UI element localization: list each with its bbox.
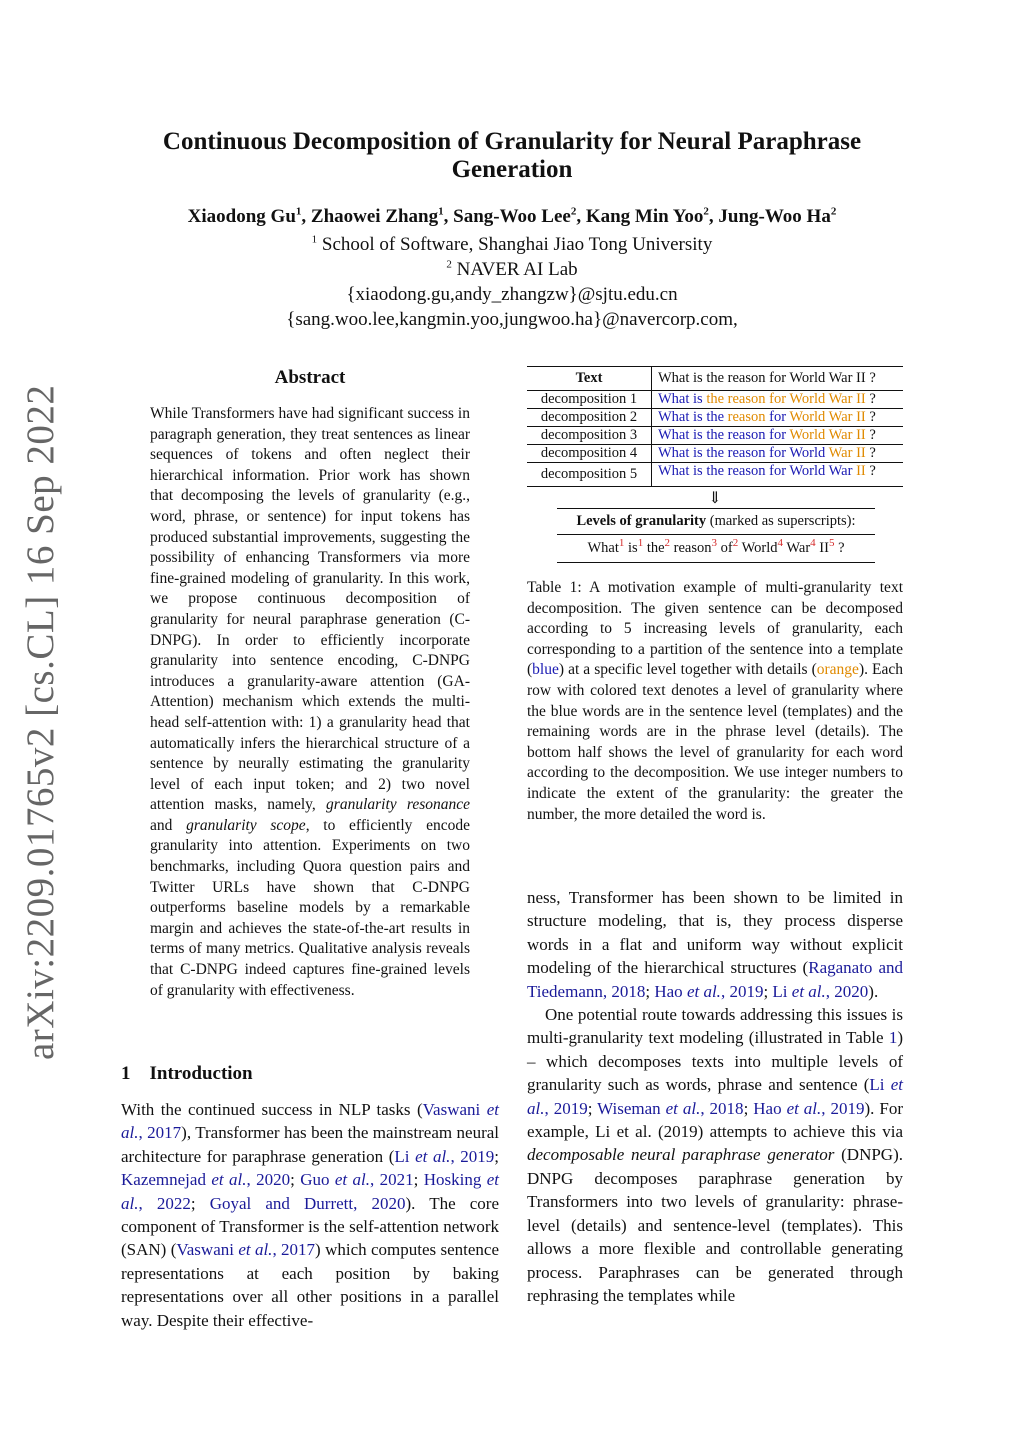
citation-link[interactable]: Hao et al., 2019: [753, 1098, 865, 1118]
affiliation-name: NAVER AI Lab: [456, 259, 578, 280]
author-name: Xiaodong Gu: [187, 206, 296, 227]
arxiv-identifier: arXiv:2209.01765v2 [cs.CL] 16 Sep 2022: [19, 384, 62, 1060]
table-row: [527, 463, 903, 487]
level-word: ?: [838, 540, 845, 556]
citation-link[interactable]: Hao et al., 2019: [654, 981, 764, 1001]
level-word: What$^1$: [587, 537, 625, 556]
author-list: Xiaodong Gu$^1$, Zhaowei Zhang$^1$, Sang-Woo Lee$^2$, Kang Min Yoo$^2$, Jung-Woo Ha$^2$: [187, 205, 837, 227]
email-line-2: {sang.woo.lee,kangmin.yoo,jungwoo.ha}@navercorp.com,: [286, 309, 738, 330]
affiliation-name: School of Software, Shanghai Jiao Tong University: [321, 234, 713, 255]
author-affiliation-mark: 2: [570, 205, 577, 218]
abstract-heading: Abstract: [274, 367, 346, 388]
body-text: With the continued success in NLP tasks (: [121, 1100, 423, 1119]
citation-link[interactable]: Vaswani et al., 2017: [121, 1100, 499, 1143]
email-line-1: {xiaodong.gu,andy_zhangzw}@sjtu.edu.cn: [346, 284, 678, 305]
intro-text: [121, 1098, 499, 1332]
table-header-label: Text: [527, 367, 652, 391]
table-row: [527, 427, 903, 445]
affiliation-1: [100, 232, 924, 257]
abstract-text: [150, 404, 470, 1001]
paragraph: One potential route towards addressing this issues is multi-granularity text modeling (illustrated in Table 1) – which decomposes texts into multiple levels of granularity such as words, phrase and sentence (Li et al., 2019; Wiseman et al., 2018; Hao et al., 2019). For example, Li et al. (2019) attempts to achieve this via decomposable neural paraphrase generator (DNPG). DNPG decomposes paraphrase generation by Transformers into two levels of granularity: phrase-level (details) and sentence-level (templates). This allows a more flexible and controllable generating process. Paraphrases can be generated through rephrasing the templates while: [527, 1005, 904, 1305]
down-arrow-icon: ⇓: [708, 490, 722, 507]
row-label: decomposition 4: [527, 445, 652, 463]
citation-link[interactable]: Wiseman et al., 2018: [597, 1098, 744, 1118]
row-text: What is the reason for World War II ?: [652, 409, 904, 427]
row-label: decomposition 2: [527, 409, 652, 427]
level-word: World$^4$: [741, 537, 783, 556]
body-text: ) which computes sentence representations at each position by baking representations over all other positions in a parallel way. Despite their effective-: [121, 1240, 499, 1330]
section-title: Introduction: [149, 1063, 253, 1084]
row-label: decomposition 3: [527, 427, 652, 445]
author-name: Jung-Woo Ha: [718, 206, 831, 227]
paragraph: ness, Transformer has been shown to be limited in structure modeling, that is, they process disperse words in a flat and uniform way without explicit modeling of the hierarchical structures (Raganato and Tiedemann, 2018; Hao et al., 2019; Li et al., 2020).: [527, 888, 903, 1001]
levels-words: [557, 535, 875, 563]
citation-link[interactable]: Li et al., 2019: [394, 1146, 495, 1166]
body-text: ;: [494, 1146, 500, 1166]
levels-heading: Levels of granularity (marked as superscripts):: [557, 508, 875, 535]
body-text: ;: [413, 1170, 424, 1190]
citation-link[interactable]: Raganato and Tiedemann, 2018: [527, 958, 903, 1001]
level-word: $II^5$: [819, 537, 835, 556]
paper-title: Continuous Decomposition of Granularity for Neural Paraphrase Generation: [162, 128, 862, 183]
table-header-text: What is the reason for World War II ?: [658, 370, 876, 386]
row-text: What is the reason for World War II ?: [652, 445, 904, 463]
table-row: [527, 445, 903, 463]
granularity-levels-box: [557, 508, 875, 563]
citation-link[interactable]: Goyal and Durrett, 2020: [209, 1193, 406, 1213]
body-text: ;: [290, 1170, 301, 1190]
caption-color-blue: blue: [532, 661, 559, 679]
citation-link[interactable]: Kazemnejad et al., 2020: [121, 1170, 291, 1190]
level-word: $is^1$: [628, 537, 644, 556]
level-word: War$^4$: [786, 537, 816, 556]
right-column-text: [527, 886, 903, 1307]
row-text: What is the reason for World War II ?: [652, 427, 904, 445]
emphasis-text: decomposable neural paraphrase generator: [527, 1145, 835, 1165]
citation-link[interactable]: Li et al., 2020: [772, 981, 869, 1001]
abstract-emphasis: granularity scope: [186, 816, 306, 834]
row-text: What is the reason for World War II ?: [652, 463, 904, 487]
table-reference-link[interactable]: 1: [888, 1028, 898, 1048]
abstract-emphasis: granularity resonance: [326, 796, 470, 814]
caption-color-orange: orange: [816, 661, 859, 679]
row-label: decomposition 5: [527, 463, 652, 487]
affiliation-mark: 2: [446, 258, 452, 271]
level-word: $of^2$: [720, 537, 739, 556]
row-text: What is the reason for World War II ?: [652, 391, 904, 409]
abstract-text-part: While Transformers have had significant success in paragraph generation, they treat sentences as linear sequences of tokens and often neglect their hierarchical information. Prior work has shown that decomposing the levels of granularity (e.g., word, phrase, or sentence) for input tokens has produced substantial improvements, suggesting the possibility of enhancing Transformers via more fine-grained modeling of granularity. In this work, we propose continuous decomposition of granularity for neural paraphrase generation (C-DNPG). In order to efficiently incorporate granularity into sentence encoding, C-DNPG introduces a granularity-aware attention (GA-Attention) mechanism which extends the multi-head self-attention with: 1) a granularity head that automatically infers the hierarchical structure of a sentence by neurally estimating the granularity level of each input token; and 2) two novel attention masks, namely,: [150, 405, 470, 814]
citation-link[interactable]: Li et al., 2019: [527, 1075, 904, 1118]
author-name: Sang-Woo Lee: [453, 206, 571, 227]
table-row: [527, 409, 903, 427]
intro-heading: [121, 1063, 253, 1085]
abstract-text-part: , to efficiently encode granularity into attention. Experiments on two benchmarks, including Quora question pairs and Twitter URLs have shown that C-DNPG outperforms baseline models by a remarkable margin and achieves the state-of-the-art results in terms of many metrics. Qualitative analysis reveals that C-DNPG indeed captures fine-grained levels of granularity with effectiveness.: [150, 816, 470, 999]
author-affiliation-mark: 2: [703, 205, 709, 218]
author-name: Zhaowei Zhang: [310, 206, 439, 227]
citation-link[interactable]: Guo et al., 2021: [300, 1170, 414, 1190]
level-word: reason$^3$: [673, 537, 717, 556]
citation-link[interactable]: Vaswani et al., 2017: [176, 1240, 316, 1260]
section-number: 1: [121, 1063, 131, 1084]
body-text: ). The core component of Transformer is the self-attention network (SAN) (: [121, 1193, 499, 1260]
decomposition-table: [527, 366, 903, 487]
author-affiliation-mark: 1: [438, 205, 444, 218]
table-row: [527, 391, 903, 409]
level-word: the$^2$: [646, 537, 671, 556]
body-text: ;: [190, 1193, 210, 1213]
affiliation-mark: 1: [311, 233, 318, 246]
body-text: ), Transformer has been the mainstream neural architecture for paraphrase generation (: [121, 1123, 499, 1166]
author-affiliation-mark: 2: [830, 205, 837, 218]
row-label: decomposition 1: [527, 391, 652, 409]
author-affiliation-mark: 1: [295, 205, 302, 218]
citation-link[interactable]: Hosking et al., 2022: [121, 1170, 500, 1213]
abstract-text-part: and: [150, 816, 187, 834]
author-name: Kang Min Yoo: [585, 206, 704, 227]
affiliation-2: [100, 257, 924, 282]
table-caption: Table 1: A motivation example of multi-granularity text decomposition. The given sentence can be decomposed according to 5 increasing levels of granularity, each corresponding to a partition of the sentence into a template (blue) at a specific level together with details (orange). Each row with colored text denotes a level of granularity where the blue words are in the sentence level (templates) and the remaining words are in the phrase level (details). The bottom half shows the level of granularity for each word according to the decomposition. We use integer numbers to indicate the extent of the granularity: the greater the number, the more detailed the word is.: [527, 579, 904, 823]
